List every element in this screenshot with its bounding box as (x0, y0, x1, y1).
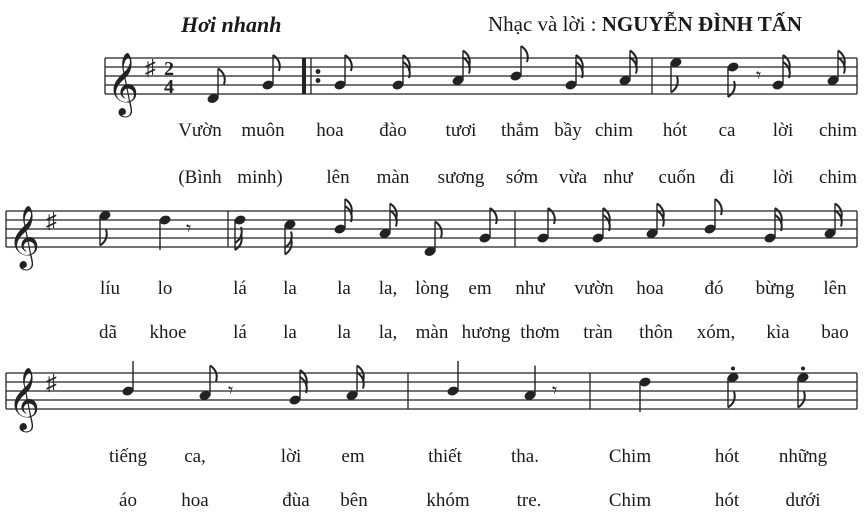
lyric-syllable: dã (99, 322, 117, 343)
staff-system-1 (0, 40, 867, 130)
lyric-syllable: sớm (505, 167, 539, 188)
lyric-syllable: em (468, 278, 492, 299)
lyric-syllable: hoa (636, 278, 664, 299)
lyric-syllable: màn (376, 167, 410, 188)
lyrics-verse1-line2 (0, 278, 867, 306)
svg-text:𝄾: 𝄾 (186, 218, 192, 240)
eighth-rest-icon (756, 65, 761, 87)
lyric-syllable: khoe (149, 322, 187, 343)
lyric-syllable: muôn (241, 120, 285, 141)
lyric-syllable: dưới (785, 490, 821, 511)
note-eighth (726, 61, 739, 97)
lyric-syllable: la, (378, 322, 398, 343)
lyric-syllable: khóm (426, 490, 470, 511)
lyric-syllable: đào (379, 120, 407, 141)
eighth-rest-icon (552, 380, 557, 402)
svg-text:𝄾: 𝄾 (228, 380, 234, 402)
lyric-syllable: bao (821, 322, 849, 343)
lyric-syllable: thắm (501, 120, 539, 141)
lyric-syllable: hoa (181, 490, 209, 511)
lyrics-verse1-line3 (0, 446, 867, 474)
lyrics-verse1-line1 (0, 120, 867, 148)
notes (98, 199, 841, 257)
lyric-syllable: vườn (574, 278, 614, 299)
note-sixteenth (233, 214, 246, 250)
staff-system-2 (0, 193, 867, 283)
lyric-syllable: lên (823, 278, 847, 299)
note-quarter (638, 376, 651, 412)
lyric-syllable: hót (714, 446, 740, 467)
note-quarter (158, 214, 171, 250)
lyric-syllable: thơm (520, 322, 560, 343)
lyric-syllable: kìa (766, 322, 790, 343)
svg-text:𝄾: 𝄾 (552, 380, 558, 402)
lyric-syllable: vừa (558, 167, 588, 188)
note-sixteenth (823, 204, 841, 240)
lyric-syllable: lá (233, 322, 247, 343)
lyric-syllable: chim (819, 120, 857, 141)
sharp-icon: ♯ (46, 370, 57, 395)
note-eighth (198, 366, 216, 402)
note-sixteenth (345, 366, 363, 402)
lyric-syllable: hoa (316, 120, 344, 141)
lyric-syllable: hót (714, 490, 740, 511)
lyric-syllable: minh) (237, 167, 283, 188)
note-sixteenth (451, 51, 469, 87)
sharp-icon: ♯ (46, 208, 57, 233)
lyric-syllable: la, (378, 278, 398, 299)
lyric-syllable: tươi (445, 120, 477, 141)
lyric-syllable: tha. (511, 446, 539, 467)
lyric-syllable: bầy (554, 120, 582, 141)
lyric-syllable: ca, (184, 446, 206, 467)
lyric-syllable: hót (662, 120, 688, 141)
treble-clef-icon: 𝄞 (107, 54, 139, 114)
lyric-syllable: la (337, 278, 351, 299)
lyric-syllable: chim (595, 120, 633, 141)
lyric-syllable: la (283, 322, 297, 343)
lyric-syllable: la (337, 322, 351, 343)
note-eighth (423, 222, 441, 258)
treble-clef-icon: 𝄞 (8, 207, 40, 267)
note-eighth (206, 69, 224, 105)
lyric-syllable: những (778, 446, 828, 467)
lyrics-verse2-line3 (0, 490, 867, 518)
lyric-syllable: đó (704, 278, 724, 299)
lyric-syllable: lời (772, 120, 794, 141)
time-signature-denominator: 4 (164, 76, 174, 98)
lyric-syllable: (Bình (178, 167, 222, 188)
lyric-syllable: lá (233, 278, 247, 299)
lyric-syllable: tre. (516, 490, 542, 511)
composer-name: NGUYỄN ĐÌNH TẤN (601, 12, 803, 36)
lyric-syllable: tiếng (109, 446, 147, 467)
lyric-syllable: bên (340, 490, 368, 511)
lyric-syllable: chim (819, 167, 857, 188)
time-signature-numerator: 2 (164, 58, 174, 80)
sharp-icon: ♯ (145, 55, 156, 80)
note-sixteenth (283, 219, 296, 255)
credit-prefix: Nhạc và lời : (488, 12, 602, 36)
lyric-syllable: đi (719, 167, 735, 188)
eighth-rest-icon (186, 218, 191, 240)
lyrics-verse2-line1 (0, 167, 867, 195)
eighth-rest-icon (228, 380, 233, 402)
note-sixteenth (645, 204, 663, 240)
credit-line (488, 12, 802, 37)
lyric-syllable: Chim (608, 446, 652, 467)
lyric-syllable: em (341, 446, 365, 467)
treble-clef-icon: 𝄞 (8, 369, 40, 429)
lyric-syllable: líu (99, 278, 121, 299)
note-quarter (121, 361, 134, 397)
lyric-syllable: thiết (428, 446, 462, 467)
svg-text:𝄾: 𝄾 (756, 65, 762, 87)
lyric-syllable: thôn (639, 322, 673, 343)
note-quarter (523, 366, 536, 402)
note-sixteenth (618, 51, 636, 87)
lyric-syllable: la (283, 278, 297, 299)
lyric-syllable: Vườn (178, 120, 222, 141)
notes (121, 361, 809, 412)
lyric-syllable: cuốn (658, 167, 696, 188)
lyric-syllable: áo (119, 490, 137, 511)
song-header (0, 10, 867, 40)
lyric-syllable: như (603, 167, 633, 188)
lyric-syllable: hương (461, 322, 511, 343)
lyric-syllable: Chim (608, 490, 652, 511)
lyrics-verse2-line2 (0, 322, 867, 350)
note-eighth (669, 57, 682, 93)
lyric-syllable: màn (415, 322, 449, 343)
note-sixteenth (378, 204, 396, 240)
note-sixteenth (826, 51, 844, 87)
lyric-syllable: lòng (415, 278, 449, 299)
lyric-syllable: tràn (583, 322, 613, 343)
lyric-syllable: lời (772, 167, 794, 188)
lyric-syllable: lời (280, 446, 302, 467)
lyric-syllable: sương (437, 167, 485, 188)
lyric-syllable: lên (326, 167, 350, 188)
staff-system-3 (0, 355, 867, 445)
tempo-marking: Hơi nhanh (181, 12, 282, 37)
lyric-syllable: xóm, (696, 322, 736, 343)
lyric-syllable: đùa (282, 490, 310, 511)
note-eighth (98, 210, 111, 246)
lyric-syllable: bừng (755, 278, 795, 299)
note-quarter (446, 361, 459, 397)
lyric-syllable: như (515, 278, 545, 299)
lyric-syllable: lo (157, 278, 173, 299)
lyric-syllable: ca (718, 120, 736, 141)
